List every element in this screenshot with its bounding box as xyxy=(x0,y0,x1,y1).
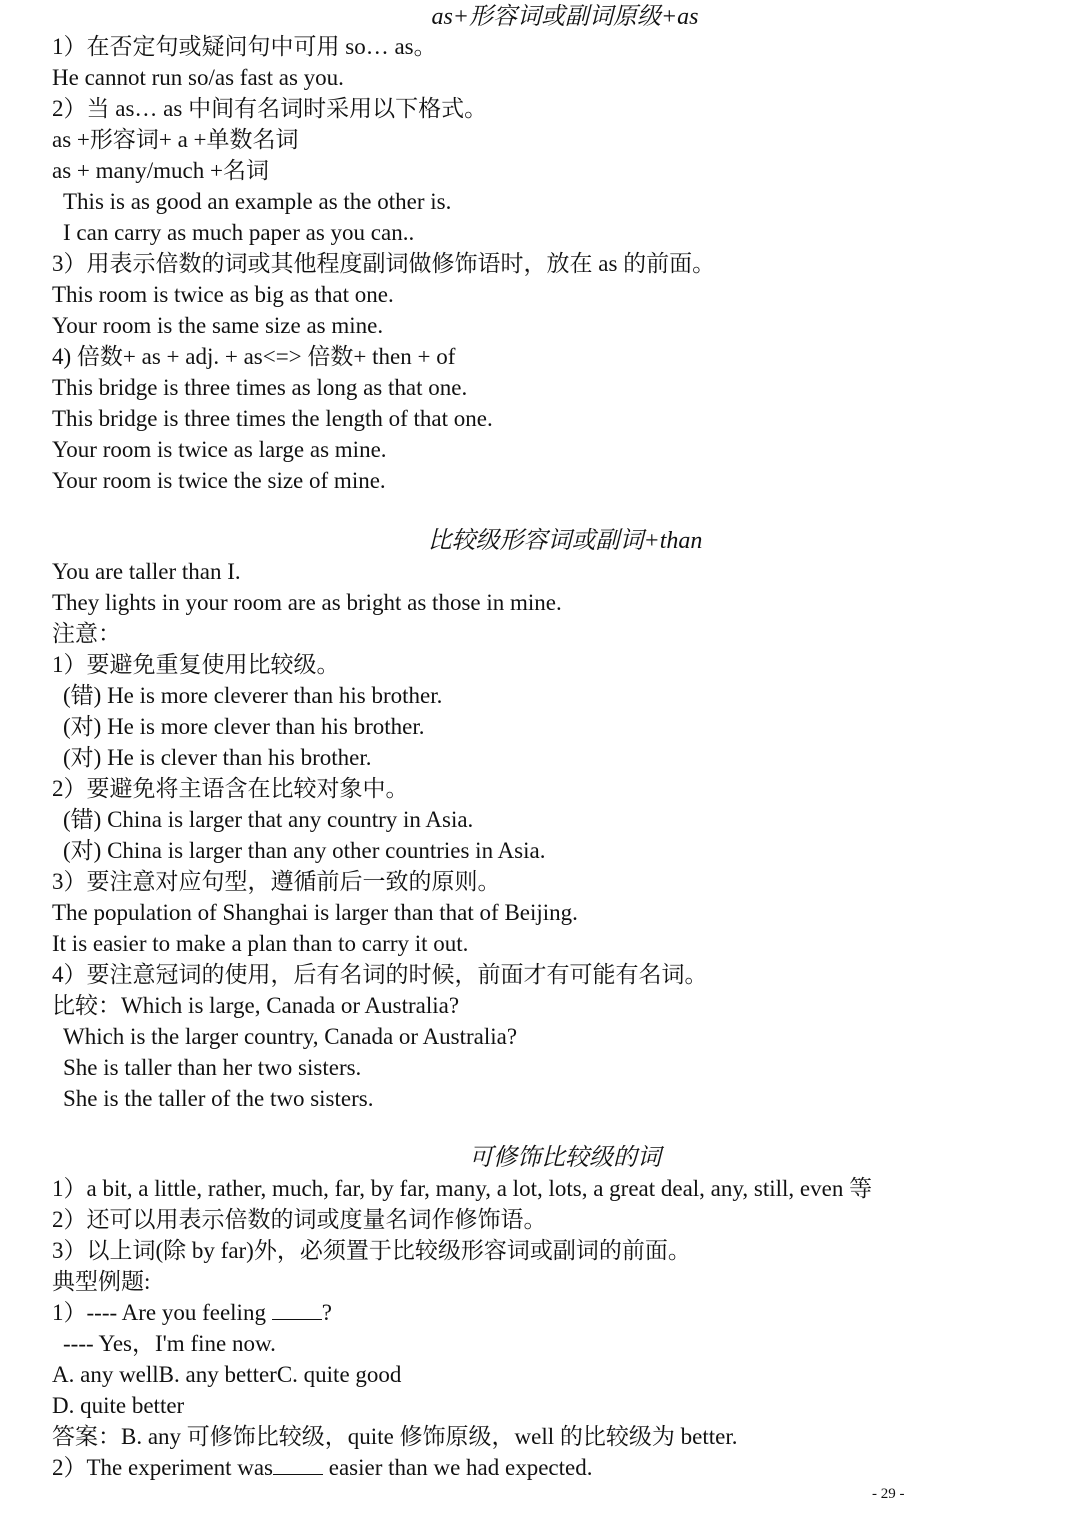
text-line: Your room is twice the size of mine. xyxy=(52,468,386,493)
example-sentence: (错) China is larger that any country in Asia. xyxy=(63,807,474,832)
text-line: 3）以上词(除 by far)外，必须置于比较级形容词或副词的前面。 xyxy=(52,1238,691,1263)
text-line: 比较：Which is large, Canada or Australia? xyxy=(52,993,460,1018)
text-line: 1）要避免重复使用比较级。 xyxy=(52,652,340,677)
text-line: 3）用表示倍数的词或其他程度副词做修饰语时，放在 as 的前面。 xyxy=(52,251,716,276)
text-line: ---- Yes，I'm fine now. xyxy=(63,1331,276,1356)
text-line: Your room is twice as large as mine. xyxy=(52,437,387,462)
question-text-continued: easier than we had expected. xyxy=(328,1455,593,1480)
text-line: You are taller than I. xyxy=(52,559,241,584)
page-number: - 29 - xyxy=(872,1486,905,1502)
text-line: 2）还可以用表示倍数的词或度量名词作修饰语。 xyxy=(52,1207,547,1232)
question-line xyxy=(52,1453,592,1483)
example-sentence: She is the taller of the two sisters. xyxy=(63,1086,374,1111)
section-heading-modifiers: 可修饰比较级的词 xyxy=(469,1145,661,1171)
question-text: 1）---- Are you feeling xyxy=(52,1300,266,1325)
text-line: It is easier to make a plan than to carry it out. xyxy=(52,931,469,956)
text-line: 1）在否定句或疑问句中可用 so… as。 xyxy=(52,34,437,59)
answer-blank xyxy=(272,1299,322,1320)
text-line: as +形容词+ a +单数名词 xyxy=(52,127,299,152)
section-heading-than: 比较级形容词或副词+than xyxy=(427,528,703,554)
example-sentence: (对) He is clever than his brother. xyxy=(63,745,372,770)
text-line: 2）当 as… as 中间有名词时采用以下格式。 xyxy=(52,96,488,121)
example-sentence: (对) He is more clever than his brother. xyxy=(63,714,425,739)
text-line: He cannot run so/as fast as you. xyxy=(52,65,344,90)
text-line: 4) 倍数+ as + adj. + as<=> 倍数+ then + of xyxy=(52,344,456,369)
text-line: 注意： xyxy=(52,621,121,646)
text-line: This bridge is three times the length of that one. xyxy=(52,406,493,431)
question-text: 2）The experiment was xyxy=(52,1455,273,1480)
answer-options: A. any wellB. any betterC. quite good xyxy=(52,1362,402,1387)
example-sentence: Which is the larger country, Canada or Australia? xyxy=(63,1024,518,1049)
text-line: as + many/much +名词 xyxy=(52,158,269,183)
text-line: 4）要注意冠词的使用，后有名词的时候，前面才有可能有名词。 xyxy=(52,962,708,987)
text-line: 2）要避免将主语含在比较对象中。 xyxy=(52,776,409,801)
answer-options: D. quite better xyxy=(52,1393,185,1418)
example-sentence: I can carry as much paper as you can.. xyxy=(63,220,415,245)
question-mark: ? xyxy=(321,1300,332,1325)
example-sentence: (对) China is larger than any other countries in Asia. xyxy=(63,838,546,863)
example-sentence: This is as good an example as the other is. xyxy=(63,189,452,214)
answer-explanation: 答案：B. any 可修饰比较级，quite 修饰原级，well 的比较级为 better. xyxy=(52,1424,738,1449)
text-line: This room is twice as big as that one. xyxy=(52,282,394,307)
text-line: They lights in your room are as bright as those in mine. xyxy=(52,590,562,615)
text-line: 典型例题: xyxy=(52,1269,151,1294)
example-sentence: (错) He is more cleverer than his brother. xyxy=(63,683,443,708)
text-line: 3）要注意对应句型，遵循前后一致的原则。 xyxy=(52,869,501,894)
question-line xyxy=(52,1298,332,1328)
text-line: This bridge is three times as long as that one. xyxy=(52,375,468,400)
answer-blank xyxy=(273,1454,323,1475)
section-heading-as-as: as+形容词或副词原级+as xyxy=(431,4,699,30)
example-sentence: She is taller than her two sisters. xyxy=(63,1055,362,1080)
text-line: The population of Shanghai is larger than that of Beijing. xyxy=(52,900,578,925)
text-line: 1）a bit, a little, rather, much, far, by far, many, a lot, lots, a great deal, any, still, even 等 xyxy=(52,1176,873,1201)
text-line: Your room is the same size as mine. xyxy=(52,313,384,338)
